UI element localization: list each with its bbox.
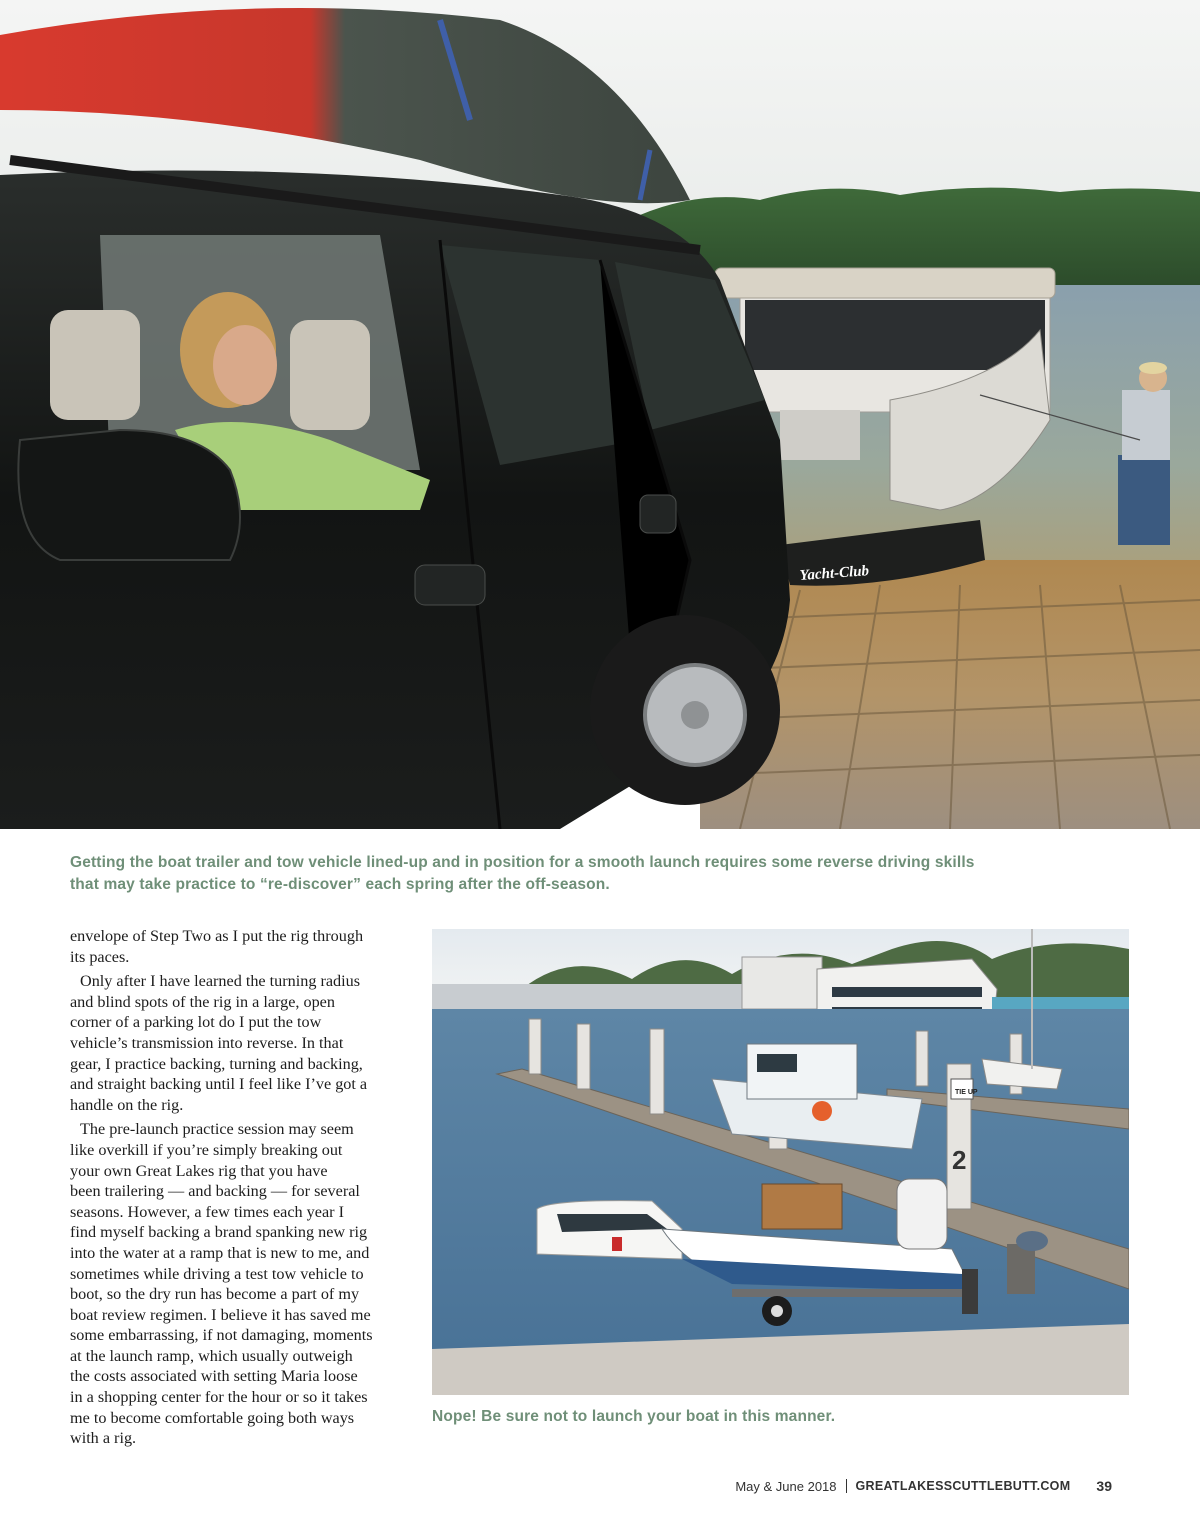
text-line: handle on the rig.: [70, 1095, 184, 1114]
article-body-column: [70, 926, 410, 1449]
text-line: find myself backing a brand spanking new rig: [70, 1223, 368, 1242]
text-line: The pre-launch practice session may seem: [80, 1120, 354, 1139]
paragraph-2: [70, 971, 410, 1115]
text-line: your own Great Lakes rig that you have: [70, 1161, 328, 1180]
text-line: into the water at a ramp that is new to me, and: [70, 1243, 370, 1262]
text-line: and straight backing until I feel like I’ve got a: [70, 1075, 368, 1094]
text-line: sometimes while driving a test tow vehicle to: [70, 1264, 364, 1283]
page-number: 39: [1096, 1478, 1112, 1494]
text-line: corner of a parking lot do I put the tow: [70, 1013, 322, 1032]
lower-photo-illustration: [432, 929, 1129, 1395]
footer-divider: [846, 1479, 847, 1493]
page-footer: [735, 1478, 1112, 1494]
text-line: boat review regimen. I believe it has saved me: [70, 1305, 371, 1324]
trailer-brand-text: Yacht-Club: [799, 563, 870, 584]
piling-number: 2: [952, 1145, 967, 1175]
text-line: boot, so the dry run has become a part of my: [70, 1285, 360, 1304]
text-line: vehicle’s transmission into reverse. In that: [70, 1033, 344, 1052]
text-line: some embarrassing, if not damaging, moments: [70, 1326, 373, 1345]
text-line: Only after I have learned the turning radius: [80, 972, 361, 991]
text-line: the costs associated with setting Maria loose: [70, 1367, 358, 1386]
text-line: and blind spots of the rig in a large, open: [70, 992, 335, 1011]
text-line: me to become comfortable going both ways: [70, 1408, 355, 1427]
top-caption-line-1: Getting the boat trailer and tow vehicle lined-up and in position for a smooth launch requires some reverse driving skills: [70, 854, 975, 871]
top-photo-caption: [70, 852, 1140, 896]
text-line: like overkill if you’re simply breaking out: [70, 1140, 343, 1159]
text-line: gear, I practice backing, turning and backing,: [70, 1054, 363, 1073]
text-line: in a shopping center for the hour or so it takes: [70, 1388, 368, 1407]
website-link[interactable]: GREATLAKESSCUTTLEBUTT.COM: [855, 1479, 1071, 1493]
paragraph-1: [70, 926, 410, 967]
top-caption-line-2: that may take practice to “re-discover” each spring after the off-season.: [70, 876, 610, 893]
lower-photo-caption: Nope! Be sure not to launch your boat in this manner.: [432, 1408, 836, 1425]
dock-sign-text: TIE UP: [955, 1089, 978, 1096]
lower-photo: [432, 929, 1129, 1395]
text-line: with a rig.: [70, 1429, 137, 1448]
text-line: envelope of Step Two as I put the rig through: [70, 927, 364, 945]
text-line: seasons. However, a few times each year I: [70, 1202, 344, 1221]
paragraph-3: [70, 1119, 410, 1449]
text-line: been trailering — and backing — for several: [70, 1182, 360, 1201]
text-line: its paces.: [70, 947, 130, 966]
issue-date: May & June 2018: [735, 1478, 837, 1494]
text-line: at the launch ramp, which usually outweigh: [70, 1346, 353, 1365]
